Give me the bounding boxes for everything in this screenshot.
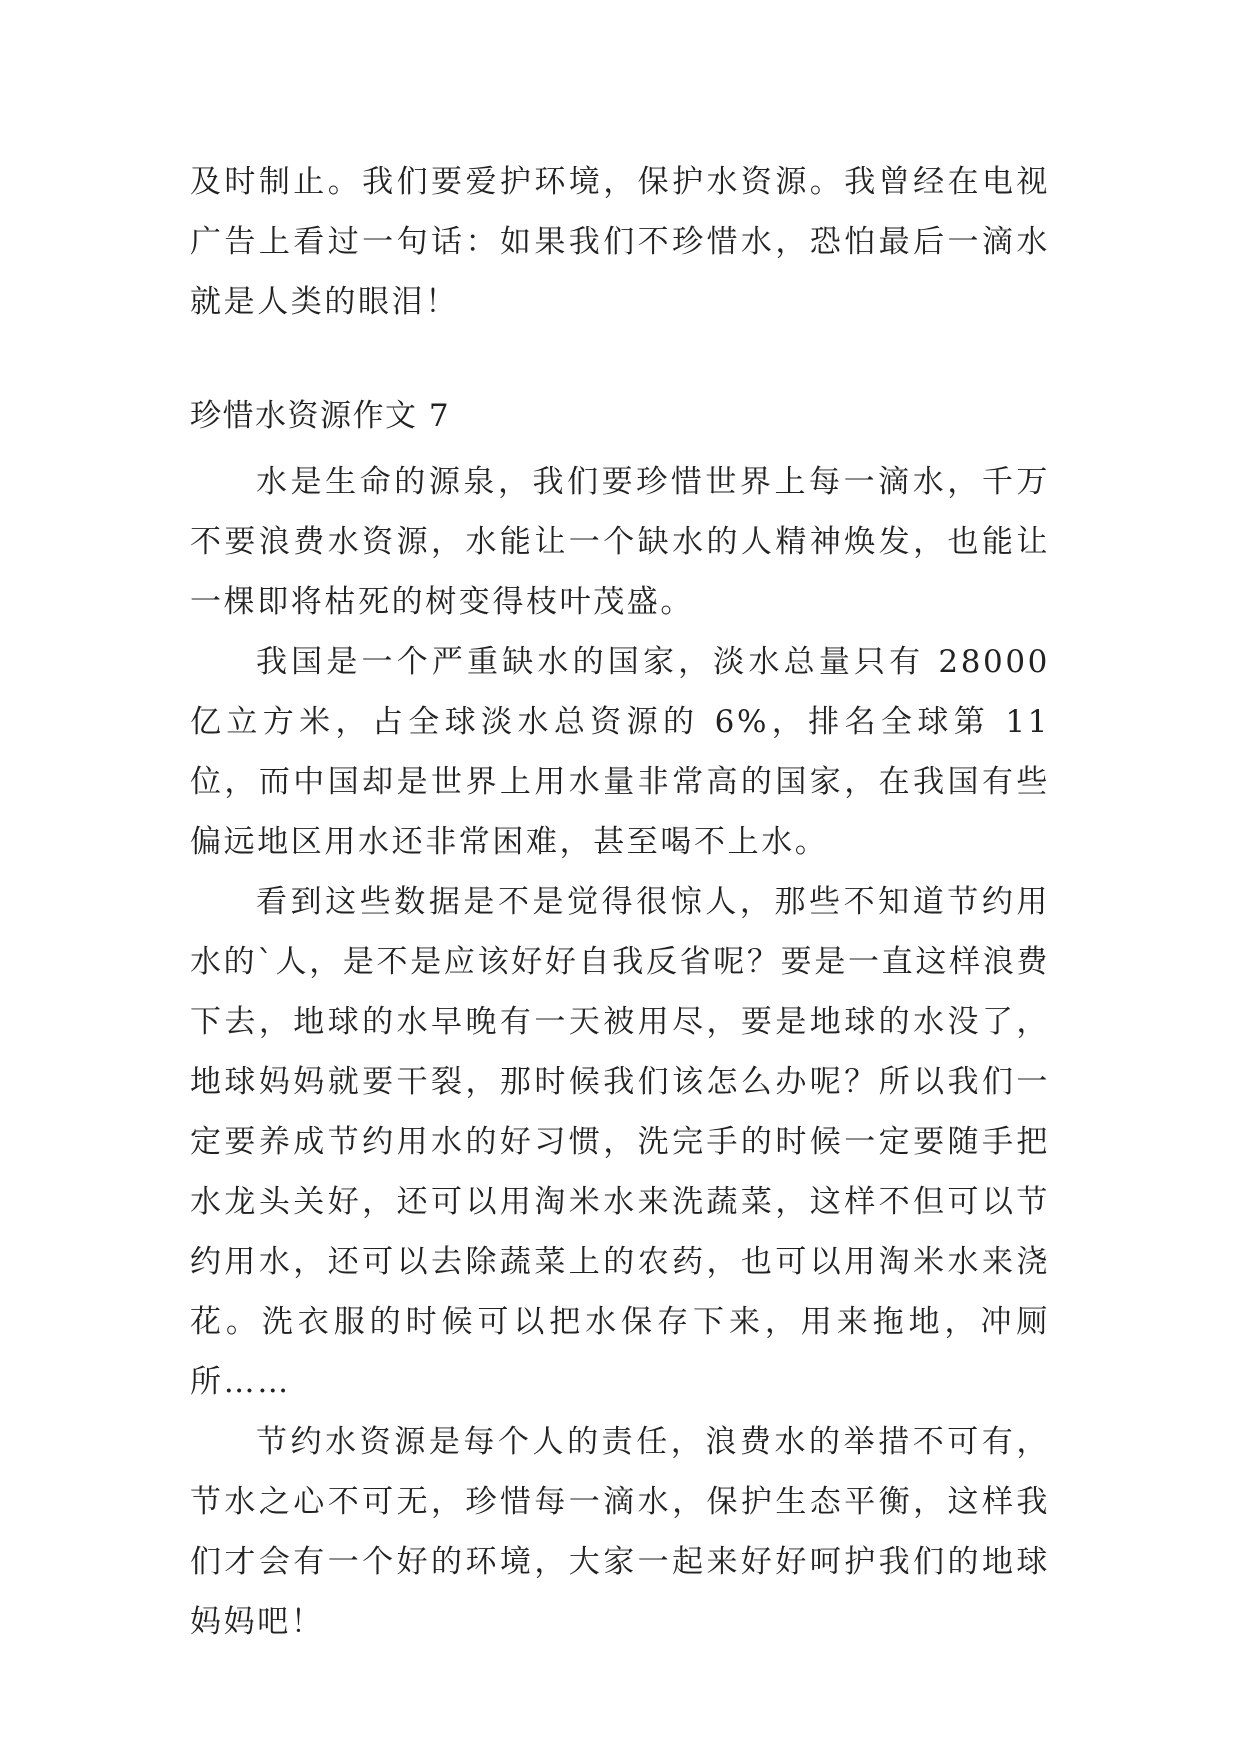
paragraph: 节约水资源是每个人的责任，浪费水的举措不可有，节水之心不可无，珍惜每一滴水，保护生态平衡，这样我们才会有一个好的环境，大家一起来好好呵护我们的地球妈妈吧！ (190, 1424, 1050, 1640)
paragraph: 我国是一个严重缺水的国家，淡水总量只有 28000 亿立方米，占全球淡水总资源的 6%，排名全球第 11 位，而中国却是世界上用水量非常高的国家，在我国有些偏远地区用水还非常困难，甚至喝不上水。 (190, 644, 1050, 860)
paragraph: 看到这些数据是不是觉得很惊人，那些不知道节约用水的`人，是不是应该好好自我反省呢？要是一直这样浪费下去，地球的水早晚有一天被用尽，要是地球的水没了，地球妈妈就要干裂，那时候我们该怎么办呢？所以我们一定要养成节约用水的好习惯，洗完手的时候一定要随手把水龙头关好，还可以用淘米水来洗蔬菜，这样不但可以节约用水，还可以去除蔬菜上的农药，也可以用淘米水来浇花。洗衣服的时候可以把水保存下来，用来拖地，冲厕所…… (190, 884, 1050, 1400)
section-title: 珍惜水资源作文 7 (190, 398, 451, 434)
intro-paragraph: 及时制止。我们要爱护环境，保护水资源。我曾经在电视广告上看过一句话：如果我们不珍惜水，恐怕最后一滴水就是人类的眼泪！ (190, 164, 1050, 320)
paragraph: 水是生命的源泉，我们要珍惜世界上每一滴水，千万不要浪费水资源，水能让一个缺水的人精神焕发，也能让一棵即将枯死的树变得枝叶茂盛。 (190, 464, 1050, 620)
document-body (190, 152, 1050, 1652)
